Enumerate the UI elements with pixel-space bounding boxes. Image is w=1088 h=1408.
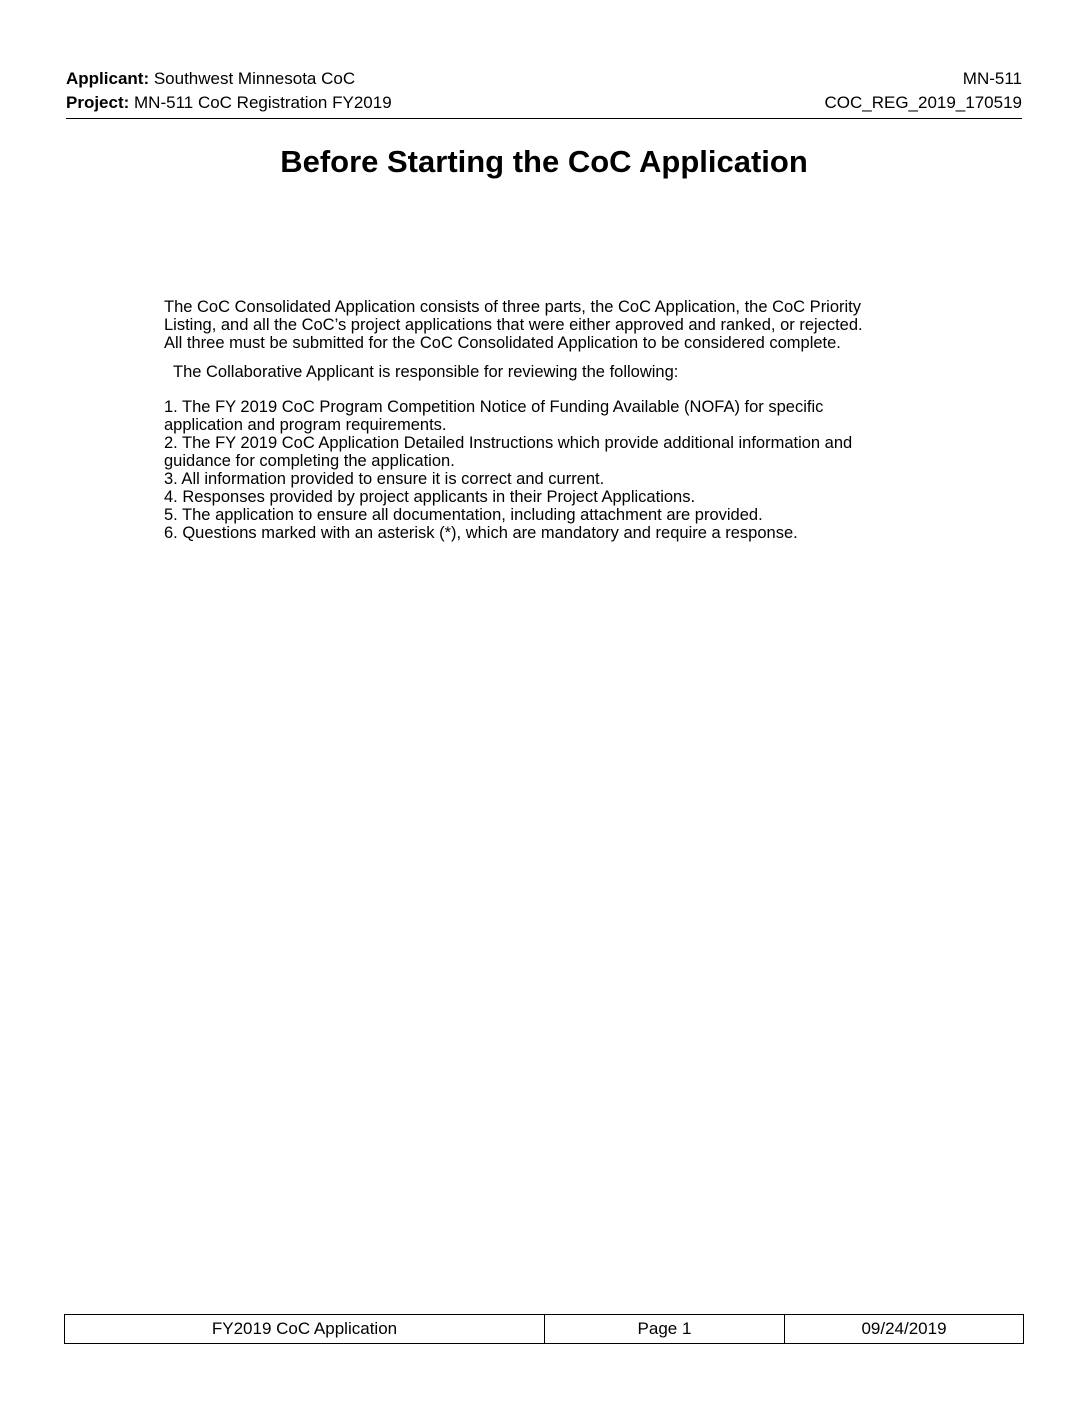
list-item [164, 398, 954, 434]
footer-application-name: FY2019 CoC Application [65, 1315, 545, 1343]
list-item-text: 3. All information provided to ensure it is correct and current. [164, 470, 605, 488]
list-item-text: application and program requirements. [164, 416, 447, 434]
intro-line: All three must be submitted for the CoC Consolidated Application to be considered complete. [164, 334, 841, 352]
list-item [164, 488, 954, 506]
instructions-body [164, 298, 954, 542]
intro-line: Listing, and all the CoC’s project applications that were either approved and ranked, or rejected. [164, 316, 863, 334]
list-item [164, 434, 954, 470]
project-code: COC_REG_2019_170519 [824, 93, 1022, 112]
project-name: MN-511 CoC Registration FY2019 [129, 93, 392, 112]
project-line [66, 91, 392, 115]
page-title: Before Starting the CoC Application [280, 144, 808, 179]
list-item-text: 6. Questions marked with an asterisk (*), which are mandatory and require a response. [164, 524, 798, 542]
list-item [164, 506, 954, 524]
list-item-text: 5. The application to ensure all documentation, including attachment are provided. [164, 506, 763, 524]
list-item-text: guidance for completing the application. [164, 452, 455, 470]
applicant-label: Applicant: [66, 69, 150, 88]
page-header [66, 64, 1022, 119]
list-item [164, 470, 954, 488]
list-item [164, 524, 954, 542]
header-row-project [66, 91, 1022, 115]
list-item-text: 1. The FY 2019 CoC Program Competition Notice of Funding Available (NOFA) for specific [164, 398, 824, 416]
list-item-text: 4. Responses provided by project applicants in their Project Applications. [164, 488, 696, 506]
header-row-applicant [66, 67, 1022, 91]
footer-date: 09/24/2019 [861, 1319, 947, 1338]
applicant-line [66, 67, 355, 91]
page-footer [64, 1314, 1024, 1344]
project-label: Project: [66, 93, 130, 112]
intro-line: The CoC Consolidated Application consists of three parts, the CoC Application, the CoC Priority [164, 298, 862, 316]
responsibility-statement: The Collaborative Applicant is responsible for reviewing the following: [173, 363, 679, 381]
review-checklist [164, 398, 954, 542]
intro-paragraph [164, 298, 954, 352]
coc-number: MN-511 [962, 69, 1022, 88]
list-item-text: 2. The FY 2019 CoC Application Detailed Instructions which provide additional information and [164, 434, 853, 452]
applicant-name: Southwest Minnesota CoC [149, 69, 356, 88]
footer-page-number: Page 1 [545, 1315, 785, 1343]
